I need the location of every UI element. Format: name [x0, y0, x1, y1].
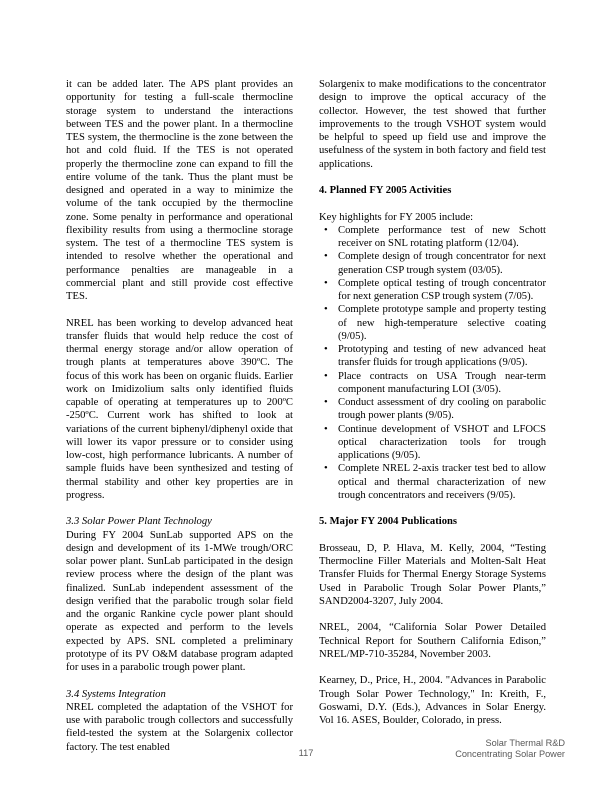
- section-spacer: [319, 171, 546, 184]
- paragraph-heat-transfer-fluids: NREL has been working to develop advanced heat transfer fluids that would help reduce the cost of thermal energy storage and/or allow operation of trough plants at temperatures above 390ºC. The focus of this work has been on organic fluids. Earlier work on Imidizolium salts only identified fluids capable of operating at temperatures up to 200ºC -250ºC. Current work has shifted to look at variations of the current biphenyl/diphenyl oxide that will lower its vapor pressure or to consider using low-cost, high performance lubricants. A number of sample fluids have been synthesized and testing of thermal stability and other key properties are in progress.: [66, 317, 293, 501]
- page-footer: [0, 738, 612, 768]
- list-item: [319, 224, 546, 251]
- paragraph-solargenix-modifications: Solargenix to make modifications to the concentrator design to improve the optical accuracy of the collector. However, the test showed that further improvements to the trough VSHOT system would be helpful to speed up field use and improve the usefulness of the system in both factory and field test applications.: [319, 79, 546, 170]
- list-item: [319, 423, 546, 463]
- paragraph-vshot-adaptation: NREL completed the adaptation of the VSHOT for use with parabolic trough collectors and successfully field-tested the system at the Solargenix collector factory. The test enabled: [66, 701, 293, 753]
- bullet-icon: •: [324, 463, 328, 475]
- left-column: [66, 78, 293, 753]
- list-item-text: Continue development of VSHOT and LFOCS optical characterization tools for trough applications (9/05).: [338, 423, 546, 461]
- list-item-text: Complete design of trough concentrator for next generation CSP trough system (03/05).: [338, 251, 546, 276]
- list-item-text: Prototyping and testing of new advanced heat transfer fluids for trough applications (9/05).: [338, 344, 546, 369]
- list-item: [319, 250, 546, 277]
- section-spacer: [66, 674, 293, 687]
- list-item-text: Conduct assessment of dry cooling on parabolic trough power plants (9/05).: [338, 397, 546, 422]
- list-item-text: Complete NREL 2-axis tracker test bed to allow optical and thermal characterization of new trough concentrators and receivers (9/05).: [338, 463, 546, 501]
- list-item: [319, 277, 546, 304]
- key-highlights-intro: Key highlights for FY 2005 include:: [319, 211, 474, 223]
- right-column: [319, 78, 546, 726]
- reference-nrel: NREL, 2004, “California Solar Power Detailed Technical Report for Southern California Edison,” NREL/MP-710-35284, November 2003.: [319, 622, 546, 660]
- list-item-text: Complete performance test of new Schott receiver on SNL rotating platform (12/04).: [338, 224, 546, 249]
- section-spacer: [319, 502, 546, 515]
- heading-3-3-solar-power-plant-technology: 3.3 Solar Power Plant Technology: [66, 516, 212, 528]
- list-item: [319, 462, 546, 502]
- list-item-text: Complete optical testing of trough concentrator for next generation CSP trough system (7/05).: [338, 277, 546, 302]
- section-spacer: [66, 502, 293, 515]
- bullet-icon: •: [324, 344, 328, 355]
- heading-5-major-fy-2004-publications: 5. Major FY 2004 Publications: [319, 516, 458, 528]
- bullet-icon: •: [324, 397, 328, 408]
- list-item: [319, 396, 546, 423]
- reference-kearney: Kearney, D., Price, H., 2004. "Advances in Parabolic Trough Solar Power Technology," In: Kreith, F., Goswami, D.Y. (Eds.), Advances in Solar Energy. Vol 16. ASES, Boulder, Colorado, in press.: [319, 675, 546, 726]
- bullet-icon: •: [324, 304, 328, 316]
- footer-program-label: [455, 738, 565, 760]
- list-item: [319, 303, 546, 343]
- bullet-icon: •: [324, 423, 328, 435]
- section-spacer: [319, 197, 546, 210]
- heading-3-4-systems-integration: 3.4 Systems Integration: [66, 688, 166, 700]
- list-item: [319, 343, 546, 370]
- bullet-icon: •: [324, 277, 328, 289]
- footer-line-1: Solar Thermal R&D: [485, 738, 565, 748]
- reference-brosseau: Brosseau, D, P. Hlava, M. Kelly, 2004, “Testing Thermocline Filler Materials and Molten-Salt Heat Transfer Fluids for Thermal Energy Storage Systems Used in Parabolic Trough Solar Power Plants,” SAND2004-3207, July 2004.: [319, 542, 546, 607]
- fy2005-activities-list: [319, 224, 546, 502]
- list-item-text: Complete prototype sample and property testing of new high-temperature selective coating (9/05).: [338, 304, 546, 342]
- bullet-icon: •: [324, 224, 328, 236]
- bullet-icon: •: [324, 251, 328, 263]
- heading-4-planned-fy-2005-activities: 4. Planned FY 2005 Activities: [319, 185, 452, 196]
- footer-line-2: Concentrating Solar Power: [455, 749, 565, 760]
- section-spacer: [319, 529, 546, 542]
- bullet-icon: •: [324, 370, 328, 382]
- paragraph-sunlab-aps: During FY 2004 SunLab supported APS on the design and development of its 1-MWe trough/ORC solar power plant. SunLab participated in the design review process where the design of the plant was finalized. SunLab independent assessment of the design verified that the parabolic trough solar field and the organic Rankine cycle power plant should operate as expected and perform to the levels expected by APS. SNL completed a preliminary prototype of its PV O&M database program adapted for uses in a parabolic trough power plant.: [66, 529, 293, 673]
- paragraph-thermocline-tes: it can be added later. The APS plant provides an opportunity for testing a full-scale thermocline storage system to understand the interactions between TES and the power plant. In a thermocline TES system, the thermocline is the zone between the hot and cold fluid. If the TES is not operated properly the thermocline zone can expand to fill the entire volume of the tank. Thus the plant must be designed and operated in a way to minimize the volume of the tank occupied by the thermocline zone. Some penalty in performance and operational flexibility results from using a thermocline storage system. The test of a thermocline TES system is intended to resolve whether the operational and performance penalties are manageable in a commercial plant and still provide cost effective TES.: [66, 79, 293, 302]
- list-item-text: Place contracts on USA Trough near-term component manufacturing LOI (3/05).: [338, 370, 546, 395]
- page-number: 117: [298, 748, 314, 758]
- list-item: [319, 370, 546, 397]
